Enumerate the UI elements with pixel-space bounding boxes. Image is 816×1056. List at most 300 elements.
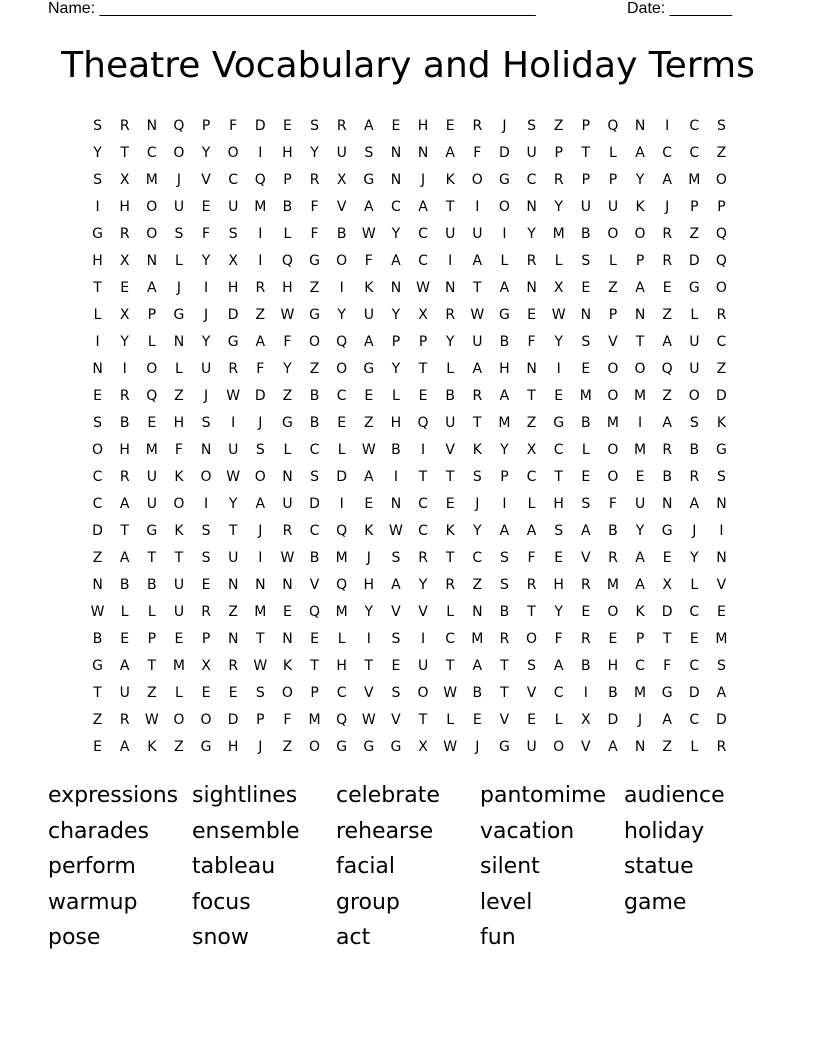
grid-letter: C: [553, 684, 564, 701]
grid-letter: Z: [662, 387, 672, 404]
grid-letter: P: [500, 468, 509, 485]
grid-letter: I: [420, 630, 426, 647]
grid-letter: W: [226, 468, 241, 485]
grid-letter: E: [554, 549, 564, 566]
grid-letter: P: [391, 333, 401, 350]
word-bank-item: snow: [192, 925, 249, 951]
grid-letter: K: [174, 522, 184, 539]
grid-letter: B: [309, 414, 320, 431]
word-bank-item: silent: [480, 854, 540, 880]
grid-letter: C: [418, 225, 428, 242]
grid-letter: C: [689, 711, 700, 728]
grid-letter: B: [662, 468, 672, 485]
grid-letter: E: [364, 387, 374, 404]
grid-letter: D: [227, 711, 239, 728]
grid-letter: S: [201, 549, 211, 566]
word-bank-item: warmup: [48, 889, 138, 915]
grid-letter: N: [227, 576, 239, 593]
grid-letter: R: [716, 738, 727, 755]
grid-letter: U: [336, 144, 347, 161]
grid-letter: F: [473, 144, 482, 161]
grid-letter: T: [581, 144, 591, 161]
grid-letter: G: [390, 738, 402, 755]
grid-letter: V: [364, 684, 374, 701]
grid-letter: Z: [364, 414, 374, 431]
grid-letter: S: [472, 468, 482, 485]
grid-letter: K: [174, 468, 184, 485]
grid-letter: B: [581, 657, 591, 674]
grid-letter: F: [364, 252, 373, 269]
grid-letter: E: [364, 495, 374, 512]
grid-letter: E: [201, 684, 211, 701]
grid-letter: I: [95, 198, 100, 215]
grid-letter: R: [228, 657, 239, 674]
grid-letter: M: [172, 657, 185, 674]
grid-letter: U: [580, 198, 591, 215]
grid-letter: C: [146, 144, 157, 161]
grid-letter: X: [418, 306, 428, 323]
grid-letter: L: [175, 360, 183, 377]
grid-letter: L: [446, 360, 455, 377]
grid-letter: M: [145, 441, 158, 458]
grid-letter: O: [309, 333, 321, 350]
grid-letter: F: [283, 333, 292, 350]
grid-letter: O: [200, 711, 212, 728]
grid-letter: T: [445, 468, 455, 485]
grid-letter: A: [635, 279, 645, 296]
grid-letter: E: [717, 603, 726, 620]
grid-letter: S: [228, 225, 238, 242]
grid-letter: E: [201, 576, 211, 593]
grid-letter: Y: [554, 198, 563, 215]
word-bank-item: perform: [48, 854, 136, 880]
grid-letter: N: [390, 495, 402, 512]
grid-letter: B: [472, 684, 483, 701]
grid-letter: L: [392, 387, 400, 404]
grid-letter: T: [93, 684, 102, 701]
word-bank-item: ensemble: [192, 818, 300, 844]
grid-letter: A: [662, 171, 672, 188]
grid-letter: Q: [715, 252, 727, 269]
grid-letter: U: [173, 576, 185, 593]
grid-letter: G: [688, 279, 700, 296]
grid-letter: G: [336, 738, 348, 755]
word-bank-item: sightlines: [192, 783, 298, 808]
grid-letter: Y: [527, 225, 536, 242]
grid-letter: X: [119, 252, 130, 269]
grid-letter: I: [502, 225, 507, 242]
grid-letter: I: [665, 117, 670, 134]
grid-letter: M: [145, 171, 158, 188]
grid-letter: C: [391, 198, 401, 215]
grid-letter: W: [361, 225, 376, 242]
grid-letter: Q: [336, 522, 348, 539]
grid-letter: X: [119, 171, 130, 188]
grid-letter: E: [391, 117, 401, 134]
grid-letter: J: [258, 522, 263, 539]
grid-letter: G: [363, 171, 375, 188]
grid-letter: N: [92, 360, 103, 377]
grid-letter: J: [176, 171, 181, 188]
grid-letter: V: [581, 738, 591, 755]
grid-letter: P: [581, 171, 591, 188]
grid-letter: S: [201, 414, 211, 431]
grid-letter: D: [716, 711, 727, 728]
grid-letter: E: [635, 468, 645, 485]
grid-letter: O: [553, 738, 565, 755]
grid-letter: M: [634, 441, 647, 458]
grid-letter: T: [473, 414, 482, 431]
word-bank-item: statue: [624, 854, 694, 880]
grid-letter: T: [473, 279, 482, 296]
grid-letter: U: [526, 738, 537, 755]
grid-letter: G: [146, 522, 158, 539]
grid-letter: P: [608, 306, 618, 323]
grid-letter: T: [364, 657, 374, 674]
grid-letter: S: [581, 495, 591, 512]
grid-letter: R: [472, 117, 483, 134]
grid-letter: Y: [391, 225, 401, 242]
grid-letter: A: [472, 657, 483, 674]
grid-letter: D: [309, 495, 320, 512]
grid-letter: N: [580, 306, 592, 323]
grid-letter: L: [147, 603, 156, 620]
grid-letter: R: [119, 711, 130, 728]
grid-letter: R: [580, 576, 591, 593]
grid-letter: S: [581, 333, 591, 350]
grid-letter: P: [283, 171, 292, 188]
grid-letter: Y: [554, 603, 563, 620]
grid-letter: L: [554, 252, 563, 269]
grid-letter: O: [526, 630, 538, 647]
word-bank-item: vacation: [480, 818, 575, 844]
grid-letter: W: [416, 279, 430, 296]
grid-letter: G: [363, 360, 375, 377]
grid-letter: E: [120, 279, 130, 296]
word-bank-item: fun: [480, 925, 516, 951]
grid-letter: M: [634, 387, 647, 404]
grid-letter: G: [363, 738, 375, 755]
grid-letter: J: [203, 306, 209, 323]
grid-letter: U: [363, 306, 374, 323]
grid-letter: I: [203, 495, 209, 512]
grid-letter: R: [228, 360, 239, 377]
grid-letter: Q: [336, 333, 348, 350]
grid-letter: H: [390, 414, 402, 431]
grid-letter: N: [227, 630, 239, 647]
grid-letter: R: [336, 117, 347, 134]
grid-letter: U: [472, 333, 483, 350]
grid-letter: I: [420, 441, 426, 458]
word-bank-item: charades: [48, 818, 150, 844]
grid-letter: P: [201, 630, 211, 647]
grid-letter: A: [499, 279, 510, 296]
grid-letter: T: [554, 468, 563, 485]
grid-letter: G: [309, 252, 320, 269]
grid-letter: C: [309, 441, 320, 458]
grid-letter: B: [391, 441, 401, 458]
grid-letter: X: [581, 711, 591, 728]
grid-letter: Y: [228, 495, 238, 512]
grid-letter: A: [364, 117, 374, 134]
grid-letter: A: [364, 468, 374, 485]
word-bank-item: game: [624, 889, 687, 915]
grid-letter: M: [335, 549, 348, 566]
grid-letter: E: [662, 279, 672, 296]
grid-letter: U: [173, 603, 185, 620]
grid-letter: S: [716, 117, 726, 134]
grid-letter: E: [445, 117, 455, 134]
grid-letter: F: [554, 630, 563, 647]
grid-letter: Z: [174, 387, 184, 404]
grid-letter: C: [689, 117, 700, 134]
grid-letter: V: [608, 333, 618, 350]
grid-letter: O: [146, 360, 158, 377]
grid-letter: W: [361, 441, 376, 458]
grid-letter: L: [175, 684, 183, 701]
grid-letter: W: [443, 684, 458, 701]
grid-letter: T: [445, 198, 455, 215]
grid-letter: A: [391, 252, 401, 269]
grid-letter: T: [93, 279, 102, 296]
grid-letter: Y: [554, 333, 563, 350]
grid-letter: S: [364, 144, 374, 161]
grid-letter: S: [689, 414, 699, 431]
grid-letter: R: [499, 630, 510, 647]
grid-letter: X: [119, 306, 130, 323]
word-bank: [48, 778, 768, 956]
grid-letter: X: [201, 657, 211, 674]
grid-letter: E: [283, 117, 292, 134]
grid-letter: O: [92, 441, 104, 458]
grid-letter: L: [527, 495, 536, 512]
grid-letter: F: [229, 117, 238, 134]
grid-letter: N: [255, 576, 266, 593]
grid-letter: G: [309, 306, 320, 323]
grid-letter: A: [472, 252, 483, 269]
grid-letter: G: [661, 684, 673, 701]
grid-letter: S: [93, 414, 102, 431]
grid-letter: I: [556, 360, 561, 377]
grid-letter: A: [364, 333, 374, 350]
grid-letter: Y: [201, 252, 211, 269]
grid-letter: U: [282, 495, 293, 512]
grid-letter: D: [92, 522, 103, 539]
grid-letter: S: [174, 225, 184, 242]
grid-letter: F: [527, 333, 536, 350]
grid-letter: J: [420, 171, 426, 188]
grid-letter: Z: [716, 144, 727, 161]
grid-letter: V: [201, 171, 211, 188]
grid-letter: V: [499, 711, 510, 728]
grid-letter: E: [527, 306, 536, 323]
grid-letter: G: [661, 522, 673, 539]
grid-letter: Y: [201, 333, 211, 350]
grid-letter: I: [637, 414, 643, 431]
grid-letter: M: [471, 630, 484, 647]
grid-letter: O: [607, 468, 619, 485]
grid-letter: E: [472, 711, 482, 728]
grid-letter: P: [418, 333, 428, 350]
grid-letter: H: [92, 252, 103, 269]
grid-letter: M: [579, 387, 592, 404]
grid-letter: B: [119, 576, 130, 593]
grid-letter: W: [280, 549, 295, 566]
grid-letter: B: [499, 603, 510, 620]
grid-letter: B: [309, 549, 320, 566]
grid-letter: P: [635, 630, 645, 647]
grid-letter: B: [282, 198, 293, 215]
grid-letter: C: [336, 387, 347, 404]
grid-letter: D: [336, 468, 348, 485]
grid-letter: P: [717, 198, 726, 215]
grid-letter: T: [120, 522, 129, 539]
grid-letter: A: [526, 522, 537, 539]
grid-letter: L: [446, 603, 455, 620]
grid-letter: Z: [255, 306, 266, 323]
grid-letter: U: [472, 225, 483, 242]
grid-letter: T: [635, 333, 645, 350]
grid-letter: R: [309, 171, 320, 188]
grid-letter: L: [337, 441, 346, 458]
grid-letter: C: [689, 144, 700, 161]
grid-letter: F: [256, 360, 265, 377]
grid-letter: W: [144, 711, 159, 728]
grid-letter: K: [472, 441, 482, 458]
grid-letter: A: [119, 738, 130, 755]
word-bank-item: expressions: [48, 783, 179, 808]
word-bank-item: pose: [48, 925, 101, 951]
grid-letter: N: [526, 360, 537, 377]
grid-letter: R: [472, 387, 483, 404]
grid-letter: C: [716, 333, 727, 350]
grid-letter: Z: [716, 360, 727, 377]
grid-letter: N: [634, 306, 646, 323]
grid-letter: Y: [445, 333, 455, 350]
grid-letter: R: [255, 279, 266, 296]
grid-letter: R: [119, 225, 130, 242]
grid-letter: U: [200, 360, 212, 377]
grid-letter: M: [606, 576, 619, 593]
grid-letter: U: [689, 333, 700, 350]
grid-letter: N: [444, 279, 456, 296]
grid-letter: H: [173, 414, 185, 431]
grid-letter: H: [499, 360, 510, 377]
grid-letter: N: [390, 144, 402, 161]
grid-letter: K: [445, 171, 455, 188]
grid-letter: B: [581, 225, 591, 242]
grid-letter: R: [662, 441, 673, 458]
grid-letter: O: [336, 360, 348, 377]
grid-letter: L: [446, 711, 455, 728]
grid-letter: T: [174, 549, 184, 566]
grid-letter: B: [499, 333, 510, 350]
grid-letter: S: [201, 522, 211, 539]
grid-letter: K: [282, 657, 293, 674]
grid-letter: S: [391, 684, 401, 701]
grid-letter: A: [255, 495, 266, 512]
grid-letter: E: [310, 630, 319, 647]
grid-letter: D: [716, 387, 727, 404]
grid-letter: C: [689, 657, 700, 674]
grid-letter: N: [92, 576, 103, 593]
grid-letter: F: [663, 657, 672, 674]
grid-letter: Y: [120, 333, 129, 350]
grid-letter: A: [553, 657, 564, 674]
grid-letter: Q: [336, 711, 348, 728]
letter-grid: [84, 112, 735, 760]
grid-letter: U: [119, 684, 130, 701]
grid-letter: Y: [364, 603, 374, 620]
grid-letter: V: [581, 549, 591, 566]
grid-letter: C: [526, 171, 537, 188]
grid-letter: K: [364, 279, 374, 296]
grid-letter: S: [310, 117, 319, 134]
grid-letter: H: [119, 441, 130, 458]
grid-letter: N: [390, 279, 402, 296]
grid-letter: A: [635, 576, 645, 593]
grid-letter: N: [661, 495, 673, 512]
grid-letter: I: [583, 684, 588, 701]
grid-letter: W: [226, 387, 241, 404]
grid-letter: R: [445, 576, 456, 593]
grid-letter: S: [93, 171, 102, 188]
grid-letter: A: [119, 657, 130, 674]
grid-letter: G: [173, 306, 185, 323]
grid-letter: Y: [391, 306, 401, 323]
grid-letter: J: [203, 387, 209, 404]
grid-letter: R: [580, 630, 591, 647]
grid-letter: C: [635, 657, 645, 674]
grid-letter: U: [146, 495, 157, 512]
grid-letter: E: [337, 414, 347, 431]
grid-letter: O: [498, 198, 510, 215]
grid-letter: O: [715, 171, 727, 188]
grid-letter: G: [499, 171, 510, 188]
grid-letter: O: [173, 711, 185, 728]
grid-letter: U: [607, 198, 619, 215]
grid-letter: E: [93, 387, 102, 404]
word-bank-item: facial: [336, 854, 396, 880]
grid-letter: Z: [662, 738, 672, 755]
grid-letter: I: [339, 279, 344, 296]
grid-letter: O: [200, 468, 212, 485]
grid-letter: D: [688, 684, 700, 701]
grid-letter: T: [500, 657, 509, 674]
grid-letter: H: [417, 117, 429, 134]
grid-letter: F: [310, 198, 319, 215]
grid-letter: G: [499, 306, 510, 323]
grid-letter: O: [607, 387, 619, 404]
grid-letter: T: [310, 657, 319, 674]
grid-letter: N: [282, 630, 293, 647]
grid-letter: B: [608, 684, 618, 701]
grid-letter: E: [608, 630, 618, 647]
grid-letter: Q: [661, 360, 673, 377]
word-bank-item: rehearse: [336, 818, 434, 844]
grid-letter: O: [607, 360, 619, 377]
grid-letter: J: [475, 495, 480, 512]
grid-letter: P: [310, 684, 319, 701]
grid-letter: N: [146, 252, 158, 269]
grid-letter: N: [716, 549, 727, 566]
grid-letter: K: [445, 522, 455, 539]
grid-letter: H: [119, 198, 130, 215]
grid-letter: A: [391, 576, 401, 593]
grid-letter: P: [147, 306, 157, 323]
grid-letter: F: [283, 711, 292, 728]
grid-letter: Q: [173, 117, 185, 134]
